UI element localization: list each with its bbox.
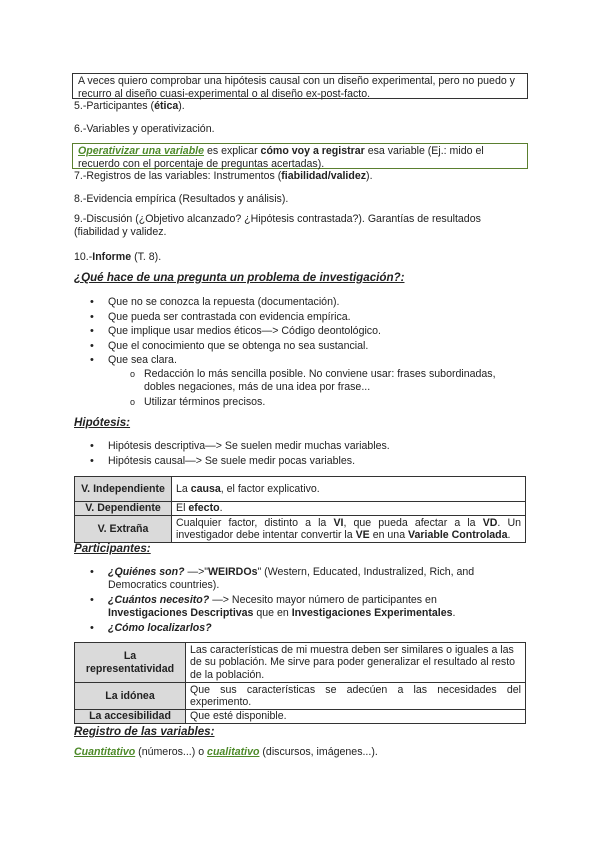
table-header-cell: V. Extraña <box>75 516 172 543</box>
list-item: • Que pueda ser contrastada con evidencia empírica. <box>90 311 381 326</box>
problem-heading: ¿Qué hace de una pregunta un problema de investigación?: <box>74 271 405 284</box>
table-cell: Que sus características se adecúen a las necesidades del experimento. <box>186 683 526 710</box>
table-cell: El efecto. <box>172 502 526 516</box>
table-row <box>75 710 526 724</box>
table-header-cell: La accesibilidad <box>75 710 186 724</box>
register-heading: Registro de las variables: <box>74 725 215 738</box>
list-item: • ¿Quiénes son? —>"WEIRDOs" (Western, Educated, Industralized, Rich, and Democratics countries). <box>90 566 510 592</box>
qualitative-term: cualitativo <box>207 746 260 758</box>
list-item: • Que sea clara. <box>90 354 381 369</box>
hypothesis-note-text: A veces quiero comprobar una hipótesis causal con un diseño experimental, pero no puedo y recurro al diseño cuasi-experimental o al diseño ex-post-facto. <box>78 75 515 100</box>
item-evidence: 8.-Evidencia empírica (Resultados y análisis). <box>74 193 289 205</box>
hypothesis-list <box>90 440 390 469</box>
table-row <box>75 516 526 543</box>
item-participants: 5.-Participantes (ética). <box>74 100 185 112</box>
variables-table <box>74 476 526 543</box>
participants-heading: Participantes: <box>74 542 151 555</box>
table-row <box>75 502 526 516</box>
list-item: • ¿Cuántos necesito? —> Necesito mayor número de participantes en Investigaciones Descriptivas que en Investigaciones Experimentales. <box>90 594 510 620</box>
list-item: • Hipótesis causal—> Se suele medir pocas variables. <box>90 455 390 470</box>
table-row <box>75 683 526 710</box>
problem-list <box>90 296 381 369</box>
problem-sublist <box>130 368 520 409</box>
table-cell: Que esté disponible. <box>186 710 526 724</box>
operativize-box: Operativizar una variable es explicar cómo voy a registrar esa variable (Ej.: mido el recuerdo con el porcentaje de preguntas acertadas). <box>72 143 528 169</box>
list-item: o Utilizar términos precisos. <box>130 396 520 409</box>
table-cell: La causa, el factor explicativo. <box>172 477 526 502</box>
table-header-cell: V. Dependiente <box>75 502 172 516</box>
register-line: Cuantitativo (números...) o cualitativo (discursos, imágenes...). <box>74 746 378 758</box>
table-header-cell: La idónea <box>75 683 186 710</box>
table-row <box>75 643 526 683</box>
item-variables: 6.-Variables y operativización. <box>74 123 215 135</box>
item-discussion: 9.-Discusión (¿Objetivo alcanzado? ¿Hipótesis contrastada?). Garantías de resultados (fiabilidad y validez. <box>74 213 481 238</box>
list-item: • Que el conocimiento que se obtenga no sea sustancial. <box>90 340 381 355</box>
list-item: • Hipótesis descriptiva—> Se suelen medir muchas variables. <box>90 440 390 455</box>
hypothesis-note-box <box>72 73 528 99</box>
sample-table <box>74 642 526 724</box>
table-cell: Cualquier factor, distinto a la VI, que pueda afectar a la VD. Un investigador debe intentar convertir la VE en una Variable Controlada. <box>172 516 526 543</box>
table-row <box>75 477 526 502</box>
list-item: • ¿Cómo localizarlos? <box>90 622 510 635</box>
hypothesis-heading: Hipótesis: <box>74 416 131 429</box>
item-report: 10.-Informe (T. 8). <box>74 251 162 263</box>
list-item: • Que implique usar medios éticos—> Código deontológico. <box>90 325 381 340</box>
list-item: o Redacción lo más sencilla posible. No conviene usar: frases subordinadas, dobles negaciones, más de una idea por frase... <box>130 368 520 394</box>
quantitative-term: Cuantitativo <box>74 746 136 758</box>
participants-list <box>90 566 510 635</box>
item-registers: 7.-Registros de las variables: Instrumentos (fiabilidad/validez). <box>74 170 373 182</box>
table-cell: Las características de mi muestra deben ser similares o iguales a las de su población. Me sirve para poder generalizar el resultado al resto de la población. <box>186 643 526 683</box>
table-header-cell: V. Independiente <box>75 477 172 502</box>
list-item: • Que no se conozca la repuesta (documentación). <box>90 296 381 311</box>
table-header-cell: La representatividad <box>75 643 186 683</box>
operativize-term: Operativizar una variable <box>78 145 205 157</box>
